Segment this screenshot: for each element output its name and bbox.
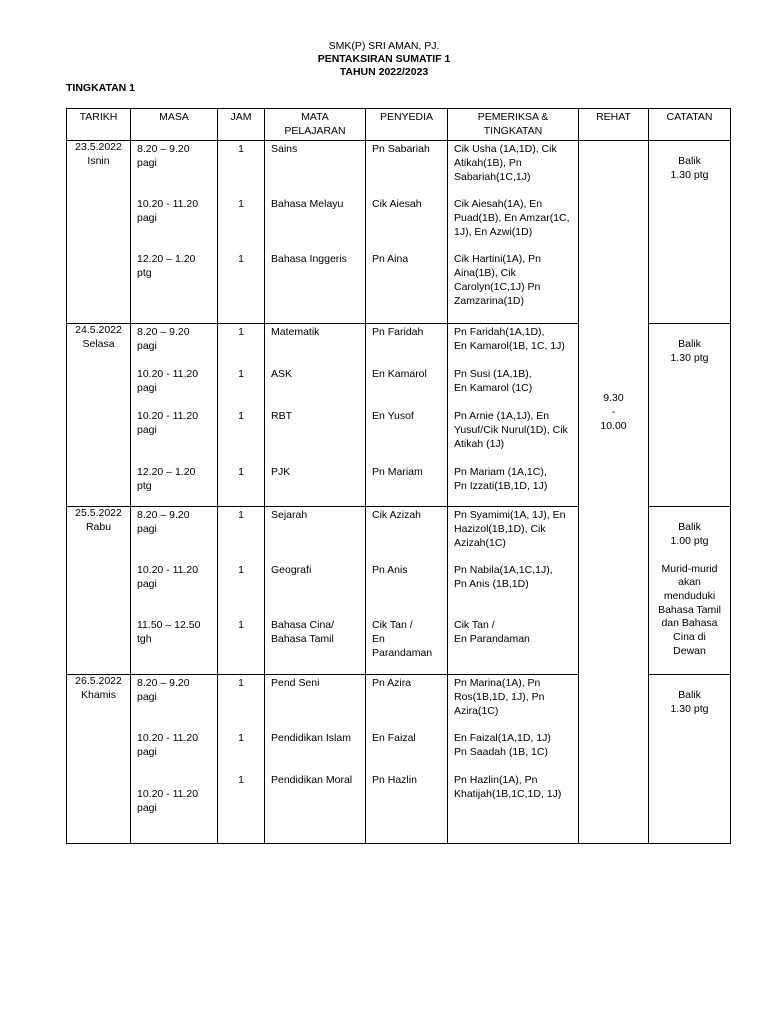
school-name: SMK(P) SRI AMAN, PJ. bbox=[328, 40, 440, 52]
date-cell bbox=[67, 141, 131, 324]
catatan-text: Balik 1.00 ptg Murid-murid akan menduduki Bahasa Tamil dan Bahasa Cina di Dewan bbox=[658, 521, 721, 657]
subject-cell bbox=[265, 675, 366, 844]
subject-text: Sejarah bbox=[271, 509, 308, 522]
jam-text: 1 bbox=[238, 509, 244, 522]
masa-text: 12.20 – 1.20 ptg bbox=[137, 253, 196, 280]
day-text: Isnin bbox=[87, 155, 110, 168]
col-header-mata-pelajaran: MATA PELAJARAN bbox=[265, 109, 366, 141]
catatan-cell bbox=[649, 324, 731, 507]
masa-text: 12.20 – 1.20 ptg bbox=[137, 466, 196, 493]
masa-text: 8.20 – 9.20 pagi bbox=[137, 509, 190, 536]
jam-text: 1 bbox=[238, 619, 244, 632]
jam-text: 1 bbox=[238, 253, 244, 266]
col-header-pemeriksa: PEMERIKSA & TINGKATAN bbox=[448, 109, 579, 141]
pemeriksa-text: Pn Syamimi(1A, 1J), En Hazizol(1B,1D), Cik Azizah(1C) bbox=[454, 509, 566, 549]
masa-cell bbox=[131, 507, 218, 675]
catatan-cell bbox=[649, 141, 731, 324]
penyedia-text: Pn Mariam bbox=[372, 466, 423, 479]
masa-text: 10.20 - 11.20 pagi bbox=[137, 788, 199, 814]
jam-text: 1 bbox=[238, 198, 244, 211]
masa-text: 8.20 – 9.20 pagi bbox=[137, 677, 190, 704]
penyedia-text: Pn Hazlin bbox=[372, 774, 417, 787]
penyedia-text: En Kamarol bbox=[372, 368, 427, 381]
pemeriksa-text: Cik Hartini(1A), Pn Aina(1B), Cik Carolyn(1C,1J) Pn Zamzarina(1D) bbox=[454, 253, 541, 307]
pemeriksa-text: Cik Usha (1A,1D), Cik Atikah(1B), Pn Sabariah(1C,1J) bbox=[454, 143, 557, 183]
penyedia-text: Pn Azira bbox=[372, 677, 412, 690]
penyedia-text: En Yusof bbox=[372, 410, 414, 423]
subject-text: PJK bbox=[271, 466, 291, 479]
col-header-tarikh: TARIKH bbox=[67, 109, 131, 141]
rehat-cell bbox=[579, 141, 649, 844]
penyedia-text: En Faizal bbox=[372, 732, 416, 745]
penyedia-text: Pn Anis bbox=[372, 564, 408, 577]
pemeriksa-text: En Faizal(1A,1D, 1J) Pn Saadah (1B, 1C) bbox=[454, 732, 551, 759]
masa-text: 10.20 - 11.20 pagi bbox=[137, 368, 199, 395]
day-text: Selasa bbox=[82, 338, 115, 351]
jam-cell bbox=[218, 324, 265, 507]
schedule-table bbox=[66, 108, 731, 844]
exam-title: PENTAKSIRAN SUMATIF 1 bbox=[317, 53, 451, 65]
jam-text: 1 bbox=[238, 466, 244, 479]
date-text: 24.5.2022 bbox=[75, 324, 122, 337]
subject-text: Bahasa Inggeris bbox=[271, 253, 347, 266]
subject-text: Bahasa Melayu bbox=[271, 198, 344, 211]
masa-cell bbox=[131, 324, 218, 507]
subject-text: Matematik bbox=[271, 326, 320, 339]
masa-text: 8.20 – 9.20 pagi bbox=[137, 326, 190, 353]
date-text: 26.5.2022 bbox=[75, 675, 122, 688]
pemeriksa-text: Cik Tan / En Parandaman bbox=[454, 619, 530, 646]
jam-text: 1 bbox=[238, 143, 244, 156]
penyedia-text: Cik Aiesah bbox=[372, 198, 422, 211]
jam-text: 1 bbox=[238, 368, 244, 381]
masa-text: 10.20 - 11.20 pagi bbox=[137, 564, 199, 591]
pemeriksa-text: Pn Nabila(1A,1C,1J), Pn Anis (1B,1D) bbox=[454, 564, 553, 591]
catatan-text: Balik 1.30 ptg bbox=[670, 338, 709, 365]
penyedia-cell bbox=[366, 675, 448, 844]
pemeriksa-text: Pn Susi (1A,1B), En Kamarol (1C) bbox=[454, 368, 533, 395]
subject-text: ASK bbox=[271, 368, 293, 381]
jam-text: 1 bbox=[238, 677, 244, 690]
col-header-masa: MASA bbox=[131, 109, 218, 141]
penyedia-text: Cik Azizah bbox=[372, 509, 422, 522]
col-header-jam: JAM bbox=[218, 109, 265, 141]
subject-cell bbox=[265, 141, 366, 324]
pemeriksa-text: Pn Faridah(1A,1D), En Kamarol(1B, 1C, 1J) bbox=[454, 326, 565, 353]
jam-text: 1 bbox=[238, 410, 244, 423]
masa-cell bbox=[131, 675, 218, 844]
masa-text: 8.20 – 9.20 pagi bbox=[137, 143, 190, 170]
masa-text: 10.20 - 11.20 pagi bbox=[137, 198, 199, 225]
jam-text: 1 bbox=[238, 774, 244, 787]
pemeriksa-cell bbox=[448, 507, 579, 675]
jam-cell bbox=[218, 141, 265, 324]
penyedia-text: Pn Aina bbox=[372, 253, 409, 266]
penyedia-text: Pn Sabariah bbox=[372, 143, 430, 156]
pemeriksa-cell bbox=[448, 675, 579, 844]
jam-text: 1 bbox=[238, 564, 244, 577]
pemeriksa-text: Pn Hazlin(1A), Pn Khatijah(1B,1C,1D, 1J) bbox=[454, 774, 562, 801]
jam-cell bbox=[218, 675, 265, 844]
penyedia-text: Cik Tan / En Parandaman bbox=[372, 619, 433, 659]
rehat-time: 9.30 - 10.00 bbox=[600, 392, 627, 432]
subject-text: Bahasa Cina/ Bahasa Tamil bbox=[271, 619, 335, 646]
pemeriksa-text: Cik Aiesah(1A), En Puad(1B), En Amzar(1C, 1J), En Azwi(1D) bbox=[454, 198, 570, 238]
col-header-catatan: CATATAN bbox=[649, 109, 731, 141]
date-cell bbox=[67, 675, 131, 844]
table-row bbox=[67, 141, 731, 324]
penyedia-text: Pn Faridah bbox=[372, 326, 424, 339]
subject-cell bbox=[265, 507, 366, 675]
subject-text: RBT bbox=[271, 410, 292, 423]
subject-text: Geografi bbox=[271, 564, 312, 577]
exam-year: TAHUN 2022/2023 bbox=[339, 66, 429, 78]
jam-cell bbox=[218, 507, 265, 675]
masa-text: 10.20 - 11.20 pagi bbox=[137, 732, 199, 759]
subject-text: Pendidikan Moral bbox=[271, 774, 353, 787]
col-header-rehat: REHAT bbox=[579, 109, 649, 141]
pemeriksa-text: Pn Mariam (1A,1C), Pn Izzati(1B,1D, 1J) bbox=[454, 466, 548, 493]
catatan-text: Balik 1.30 ptg bbox=[670, 689, 709, 716]
subject-text: Pendidikan Islam bbox=[271, 732, 351, 745]
pemeriksa-cell bbox=[448, 141, 579, 324]
date-text: 23.5.2022 bbox=[75, 141, 122, 154]
masa-text: 10.20 - 11.20 pagi bbox=[137, 410, 199, 437]
penyedia-cell bbox=[366, 507, 448, 675]
date-cell bbox=[67, 507, 131, 675]
subject-text: Sains bbox=[271, 143, 298, 156]
form-label: TINGKATAN 1 bbox=[66, 82, 136, 94]
pemeriksa-text: Pn Marina(1A), Pn Ros(1B,1D, 1J), Pn Azira(1C) bbox=[454, 677, 545, 717]
catatan-text: Balik 1.30 ptg bbox=[670, 155, 709, 182]
subject-text: Pend Seni bbox=[271, 677, 320, 690]
pemeriksa-text: Pn Arnie (1A,1J), En Yusuf/Cik Nurul(1D), Cik Atikah (1J) bbox=[454, 410, 568, 450]
subject-cell bbox=[265, 324, 366, 507]
jam-text: 1 bbox=[238, 326, 244, 339]
penyedia-cell bbox=[366, 324, 448, 507]
jam-text: 1 bbox=[238, 732, 244, 745]
catatan-cell bbox=[649, 675, 731, 844]
masa-cell bbox=[131, 141, 218, 324]
day-text: Khamis bbox=[80, 689, 116, 702]
catatan-cell bbox=[649, 507, 731, 675]
day-text: Rabu bbox=[85, 521, 112, 534]
date-cell bbox=[67, 324, 131, 507]
penyedia-cell bbox=[366, 141, 448, 324]
date-text: 25.5.2022 bbox=[75, 507, 122, 520]
col-header-penyedia: PENYEDIA bbox=[366, 109, 448, 141]
masa-text: 11.50 – 12.50 tgh bbox=[137, 619, 201, 646]
pemeriksa-cell bbox=[448, 324, 579, 507]
